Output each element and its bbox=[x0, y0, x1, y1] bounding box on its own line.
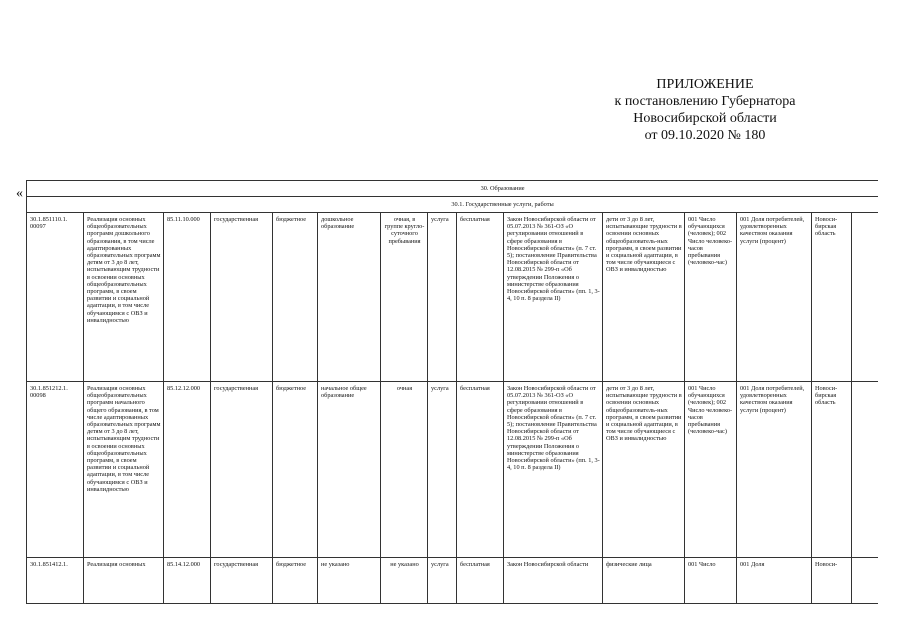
consumers: физические лица bbox=[603, 558, 685, 604]
service-code: 30.1.851212.1. 00098 bbox=[27, 382, 84, 558]
institution-type: бюджетное bbox=[273, 558, 318, 604]
service-kind: услуга bbox=[428, 382, 457, 558]
service-kind: услуга bbox=[428, 558, 457, 604]
legal-basis: Закон Новосибирской области bbox=[504, 558, 603, 604]
services-table-wrapper bbox=[26, 180, 878, 640]
appendix-subtitle: к постановлению Губернатора bbox=[614, 94, 796, 109]
empty-cell bbox=[852, 382, 879, 558]
okved-code: 85.11.10.000 bbox=[164, 213, 211, 382]
service-code: 30.1.851412.1. bbox=[27, 558, 84, 604]
section-row bbox=[27, 181, 879, 197]
region: Новоси- bbox=[812, 558, 852, 604]
institution-type: бюджетное bbox=[273, 382, 318, 558]
subsection-row bbox=[27, 197, 879, 213]
education-form: очная bbox=[381, 382, 428, 558]
service-type: государственная bbox=[211, 382, 273, 558]
legal-basis: Закон Новосибирской области от 05.07.2013 № 361-ОЗ «О регулировании отношений в сфере образования в Новосибирской области» (п. 7 ст. 5); постановление Правительства Новосибирской области от 12.08.2015 № 299-п «Об утверждении Положения о министерстве образования Новосибирской области» (пп. 1, 3-4, 10 п. 8 раздела II) bbox=[504, 213, 603, 382]
education-form: не указано bbox=[381, 558, 428, 604]
service-kind: услуга bbox=[428, 213, 457, 382]
table-row bbox=[27, 558, 879, 604]
region: Новоси-бирская область bbox=[812, 213, 852, 382]
quality-indicators: 001 Доля bbox=[737, 558, 812, 604]
quality-indicators: 001 Доля потребителей, удовлетворенных качеством оказания услуги (процент) bbox=[737, 213, 812, 382]
service-name: Реализация основных общеобразовательных программ дошкольного образования, в том числе адаптированных образовательных программ детям от 3 до 8 лет, испытывающим трудности в освоении основных общеобразовательных программ, в своем развитии и социальной адаптации, в том числе обучающимся с ОВЗ и инвалидностью bbox=[84, 213, 164, 382]
services-table bbox=[26, 180, 878, 604]
service-name: Реализация основных bbox=[84, 558, 164, 604]
education-level: дошкольное образование bbox=[318, 213, 381, 382]
education-level: начальное общее образование bbox=[318, 382, 381, 558]
volume-indicators: 001 Число обучающихся (человек); 002 Число человеко-часов пребывания (человеко-час) bbox=[685, 382, 737, 558]
okved-code: 85.14.12.000 bbox=[164, 558, 211, 604]
payment-type: бесплатная bbox=[457, 382, 504, 558]
service-name: Реализация основных общеобразовательных программ начального общего образования, в том числе адаптированных образовательных программ детям от 3 до 8 лет, испытывающим трудности в освоении основных общеобразовательных программ, в своем развитии и социальной адаптации, в том числе обучающимся с ОВЗ и инвалидностью bbox=[84, 382, 164, 558]
service-type: государственная bbox=[211, 558, 273, 604]
opening-quote: « bbox=[16, 186, 23, 201]
quality-indicators: 001 Доля потребителей, удовлетворенных качеством оказания услуги (процент) bbox=[737, 382, 812, 558]
empty-cell bbox=[852, 213, 879, 382]
volume-indicators: 001 Число bbox=[685, 558, 737, 604]
appendix-header bbox=[560, 76, 850, 144]
institution-type: бюджетное bbox=[273, 213, 318, 382]
empty-cell bbox=[852, 558, 879, 604]
service-code: 30.1.851110.1. 00097 bbox=[27, 213, 84, 382]
region: Новоси-бирская область bbox=[812, 382, 852, 558]
section-title: 30. Образование bbox=[27, 181, 879, 197]
payment-type: бесплатная bbox=[457, 558, 504, 604]
education-level: не указано bbox=[318, 558, 381, 604]
subsection-title: 30.1. Государственные услуги, работы bbox=[27, 197, 879, 213]
appendix-region: Новосибирской области bbox=[633, 111, 777, 126]
volume-indicators: 001 Число обучающихся (человек); 002 Число человеко-часов пребывания (человеко-час) bbox=[685, 213, 737, 382]
education-form: очная, в группе кругло-суточного пребывания bbox=[381, 213, 428, 382]
table-row bbox=[27, 213, 879, 382]
service-type: государственная bbox=[211, 213, 273, 382]
okved-code: 85.12.12.000 bbox=[164, 382, 211, 558]
appendix-title: ПРИЛОЖЕНИЕ bbox=[656, 77, 754, 92]
consumers: дети от 3 до 8 лет, испытывающие трудности в освоении основных общеобразователь-ных программ, в своем развитии и социальной адаптации, в том числе обучающиеся с ОВЗ и инвалидностью bbox=[603, 382, 685, 558]
payment-type: бесплатная bbox=[457, 213, 504, 382]
appendix-date: от 09.10.2020 № 180 bbox=[644, 128, 766, 143]
legal-basis: Закон Новосибирской области от 05.07.2013 № 361-ОЗ «О регулировании отношений в сфере образования в Новосибирской области» (п. 7 ст. 5); постановление Правительства Новосибирской области от 12.08.2015 № 299-п «Об утверждении Положения о министерстве образования Новосибирской области» (пп. 1, 3-4, 10 п. 8 раздела II) bbox=[504, 382, 603, 558]
consumers: дети от 3 до 8 лет, испытывающие трудности в освоении основных общеобразователь-ных программ, в своем развитии и социальной адаптации, в том числе обучающиеся с ОВЗ и инвалидностью bbox=[603, 213, 685, 382]
table-row bbox=[27, 382, 879, 558]
